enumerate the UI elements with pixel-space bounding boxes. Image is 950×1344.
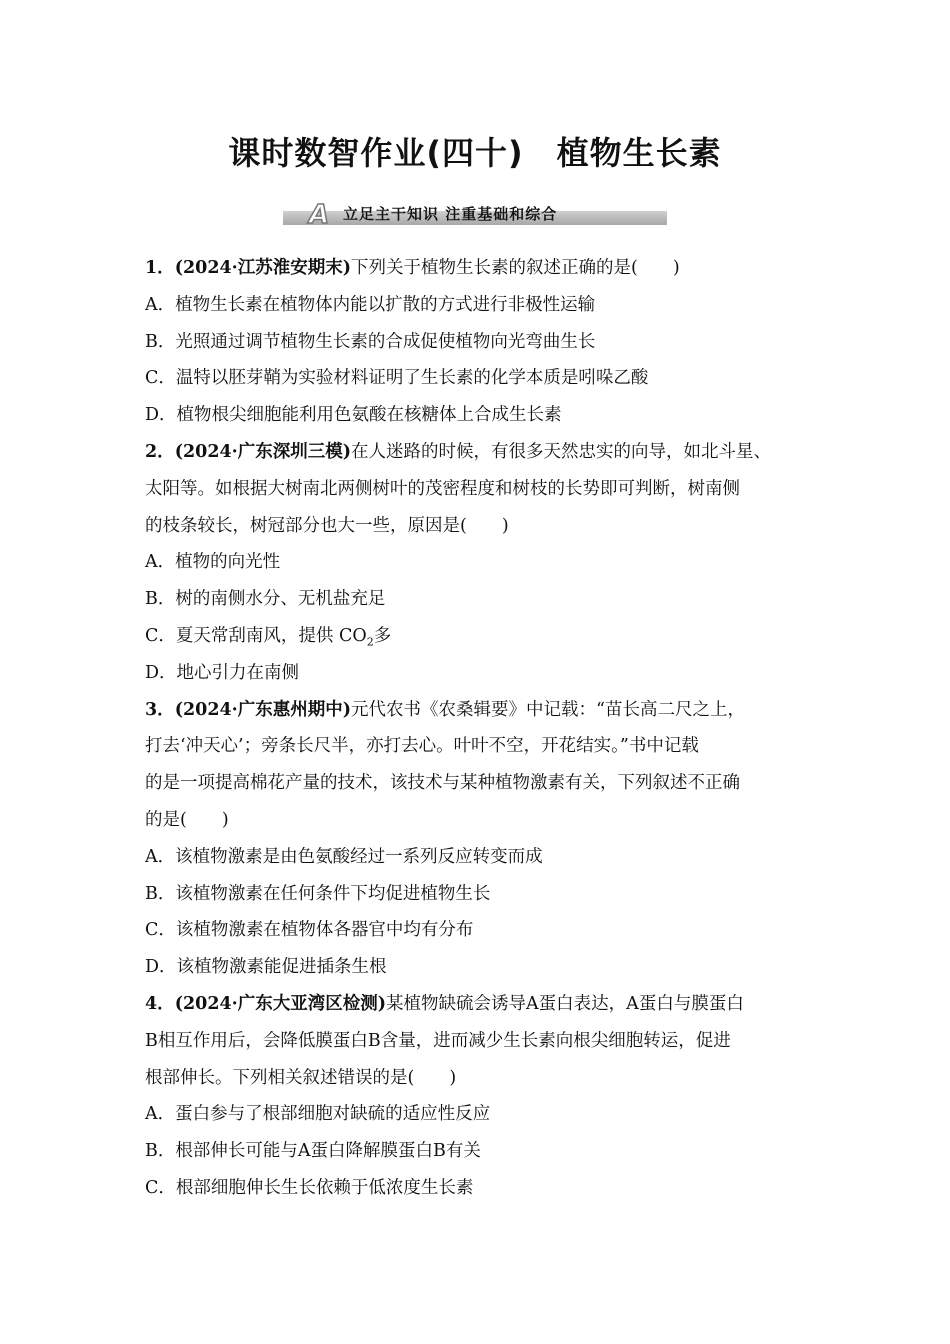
option-c: C．温特以胚芽鞘为实验材料证明了生长素的化学本质是吲哚乙酸 [145, 368, 649, 389]
question-source: (2024·江苏淮安期末) [174, 258, 352, 278]
question-number: 3． [145, 699, 175, 720]
section-letter: A [309, 200, 330, 227]
question-3 [145, 692, 825, 986]
section-letter-icon [305, 199, 339, 227]
question-4 [145, 986, 825, 1207]
question-stem-line: 打去‘冲天心’；旁条长尺半，亦打去心。叶叶不空，开花结实。”书中记载 [145, 736, 699, 757]
question-stem-line [145, 250, 825, 287]
question-1 [145, 250, 825, 434]
co2-formula: $CO_2$ [338, 625, 374, 649]
option-a: A．植物生长素在植物体内能以扩散的方式进行非极性运输 [145, 294, 596, 315]
section-banner [283, 199, 667, 229]
option-c-text: C．夏天常刮南风，提供 [145, 625, 334, 646]
question-stem-line: 的枝条较长，树冠部分也大一些，原因是( ) [145, 515, 509, 536]
question-source: (2024·广东深圳三模) [174, 441, 352, 462]
question-stem-line [145, 986, 825, 1023]
option-d: D．植物根尖细胞能利用色氨酸在核糖体上合成生长素 [145, 405, 562, 426]
question-number: 4． [145, 993, 175, 1014]
question-stem-line: 的是一项提高棉花产量的技术，该技术与某种植物激素有关，下列叙述不正确 [145, 773, 740, 794]
question-2 [145, 434, 825, 692]
question-stem-line [145, 434, 825, 471]
question-stem-line: 太阳等。如根据大树南北两侧树叶的茂密程度和树枝的长势即可判断，树南侧 [145, 478, 740, 499]
option-d: D．该植物激素能促进插条生根 [145, 957, 387, 978]
option-a: A．植物的向光性 [145, 552, 281, 573]
banner-text: 立足主干知识 注重基础和综合 [343, 205, 558, 223]
option-a: A．蛋白参与了根部细胞对缺硫的适应性反应 [145, 1104, 491, 1125]
question-source: (2024·广东惠州期中) [174, 699, 352, 720]
option-c [145, 618, 825, 655]
question-stem: 在人迷路的时候，有很多天然忠实的向导，如北斗星、 [351, 441, 772, 462]
option-a: A．该植物激素是由色氨酸经过一系列反应转变而成 [145, 846, 543, 867]
page-title: 课时数智作业(四十) 植物生长素 [228, 134, 722, 172]
question-number: 1． [145, 258, 175, 278]
option-b: B．根部伸长可能与A蛋白降解膜蛋白B有关 [145, 1141, 481, 1162]
option-b: B．光照通过调节植物生长素的合成促使植物向光弯曲生长 [145, 331, 596, 352]
question-stem: 元代农书《农桑辑要》中记载：“苗长高二尺之上， [351, 699, 745, 720]
option-b: B．该植物激素在任何条件下均促进植物生长 [145, 883, 491, 904]
option-d: D．地心引力在南侧 [145, 662, 300, 683]
question-stem-line: B相互作用后，会降低膜蛋白B含量，进而减少生长素向根尖细胞转运，促进 [145, 1030, 731, 1051]
option-c-tail: 多 [373, 625, 392, 646]
question-stem-line [145, 692, 825, 729]
option-b: B．树的南侧水分、无机盐充足 [145, 589, 386, 610]
option-c: C．根部细胞伸长生长依赖于低浓度生长素 [145, 1177, 474, 1198]
questions-area [145, 250, 825, 1207]
question-stem-line: 根部伸长。下列相关叙述错误的是( ) [145, 1067, 457, 1088]
question-stem: 下列关于植物生长素的叙述正确的是( ) [351, 258, 680, 278]
question-source: (2024·广东大亚湾区检测) [174, 993, 387, 1014]
option-c: C．该植物激素在植物体各器官中均有分布 [145, 920, 474, 941]
question-number: 2． [145, 441, 175, 462]
question-stem: 某植物缺硫会诱导A蛋白表达，A蛋白与膜蛋白 [386, 993, 744, 1014]
question-stem-line: 的是( ) [145, 809, 229, 830]
